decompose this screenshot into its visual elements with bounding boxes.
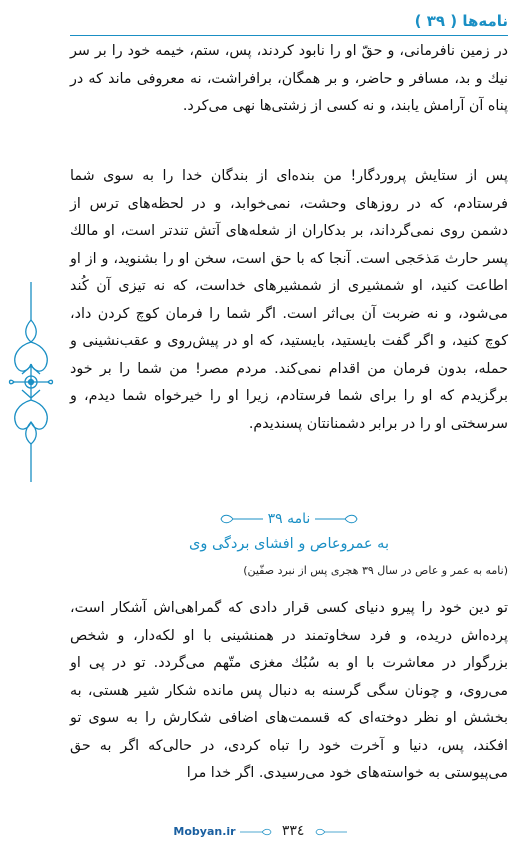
page-number: ٣٣٤: [281, 823, 305, 839]
paragraph-letter-body: [70, 595, 508, 788]
page-footer: [120, 818, 400, 844]
page-header-title: نامه‌ها ( ٣٩ ): [414, 12, 508, 30]
letter-number-heading: [70, 508, 508, 530]
letter-note: (نامه به عمر و عاص در سال ٣٩ هجری پس از نبرد صفّین): [243, 564, 508, 577]
footer-flourish-right-icon: [313, 826, 347, 838]
footer-flourish-left-icon: [240, 826, 274, 838]
flourish-right-icon: [217, 513, 263, 525]
flourish-left-icon: [315, 513, 361, 525]
letter-title: به عمروعاص و افشای بردگی وی: [189, 536, 389, 552]
body-paragraph: در زمین نافرمانی، و حقّ او را نابود کردند، پس، ستم، خیمه خود را بر سر نیك و بد، مسافر و حاضر، و بر همگان، برافراشت، نه معروفی ماند که در پناه آن آرامش یابند، و نه کسی از زشتی‌ها نهی می‌کرد.: [70, 43, 508, 114]
body-paragraph: پس از ستایش پروردگار! من بنده‌ای از بندگان خدا را به سوی شما فرستادم، که در روزهای وحشت، نمی‌خوابد، و در لحظه‌های ترس از دشمن روی نمی‌گرداند، بر بدکاران از شعله‌های آتش تندتر است، او مالك پسر حارث مَذحَجی است. آنجا که با حق است، سخن او را بشنوید، و از او اطاعت کنید، او شمشیری از شمشیرهای خداست، که نه تیزی آن کُند می‌شود، و نه ضربت آن بی‌اثر است. اگر شما را فرمان کوچ کردن داد، کوچ کنید، و اگر گفت بایستید، بایستید، که او در پیش‌روی و عقب‌نشینی و حمله، بدون فرمان من اقدام نمی‌کند. مردم مصر! من شما را بر خود برگزیدم که او را برای شما فرستادم، زیرا او را خیرخواه شما دیدم، و سرسختی او را در برابر دشمنانتان پسندیدم.: [70, 168, 508, 432]
paragraph-main: [70, 163, 508, 438]
body-paragraph: تو دین خود را پیرو دنیای کسی قرار دادی که گمراهی‌اش آشکار است، پرده‌اش دریده، و فرد سخاوتمند در همنشینی با او لکه‌دار، و شخص بزرگوار در معاشرت با او به سُبُك مغزی متّهم می‌گردد. تو در پی او می‌روی، و چونان سگی گرسنه به دنبال پس مانده شکار شیر هستی، به بخشش او نظر دوخته‌ای که قسمت‌های اضافی شکارش را به سوی تو افکند، پس، دنیا و آخرت خود را تباه کردی، در حالی‌که اگر به حق می‌پیوستی به خواسته‌های خود می‌رسیدی. اگر خدا مرا: [70, 600, 508, 781]
paragraph-continuation: [70, 38, 508, 121]
side-ornament-icon: [6, 282, 56, 482]
site-brand: Mobyan.ir: [173, 825, 236, 838]
header-divider: [70, 35, 508, 36]
letter-number-label: نامه ٣٩: [267, 511, 311, 527]
